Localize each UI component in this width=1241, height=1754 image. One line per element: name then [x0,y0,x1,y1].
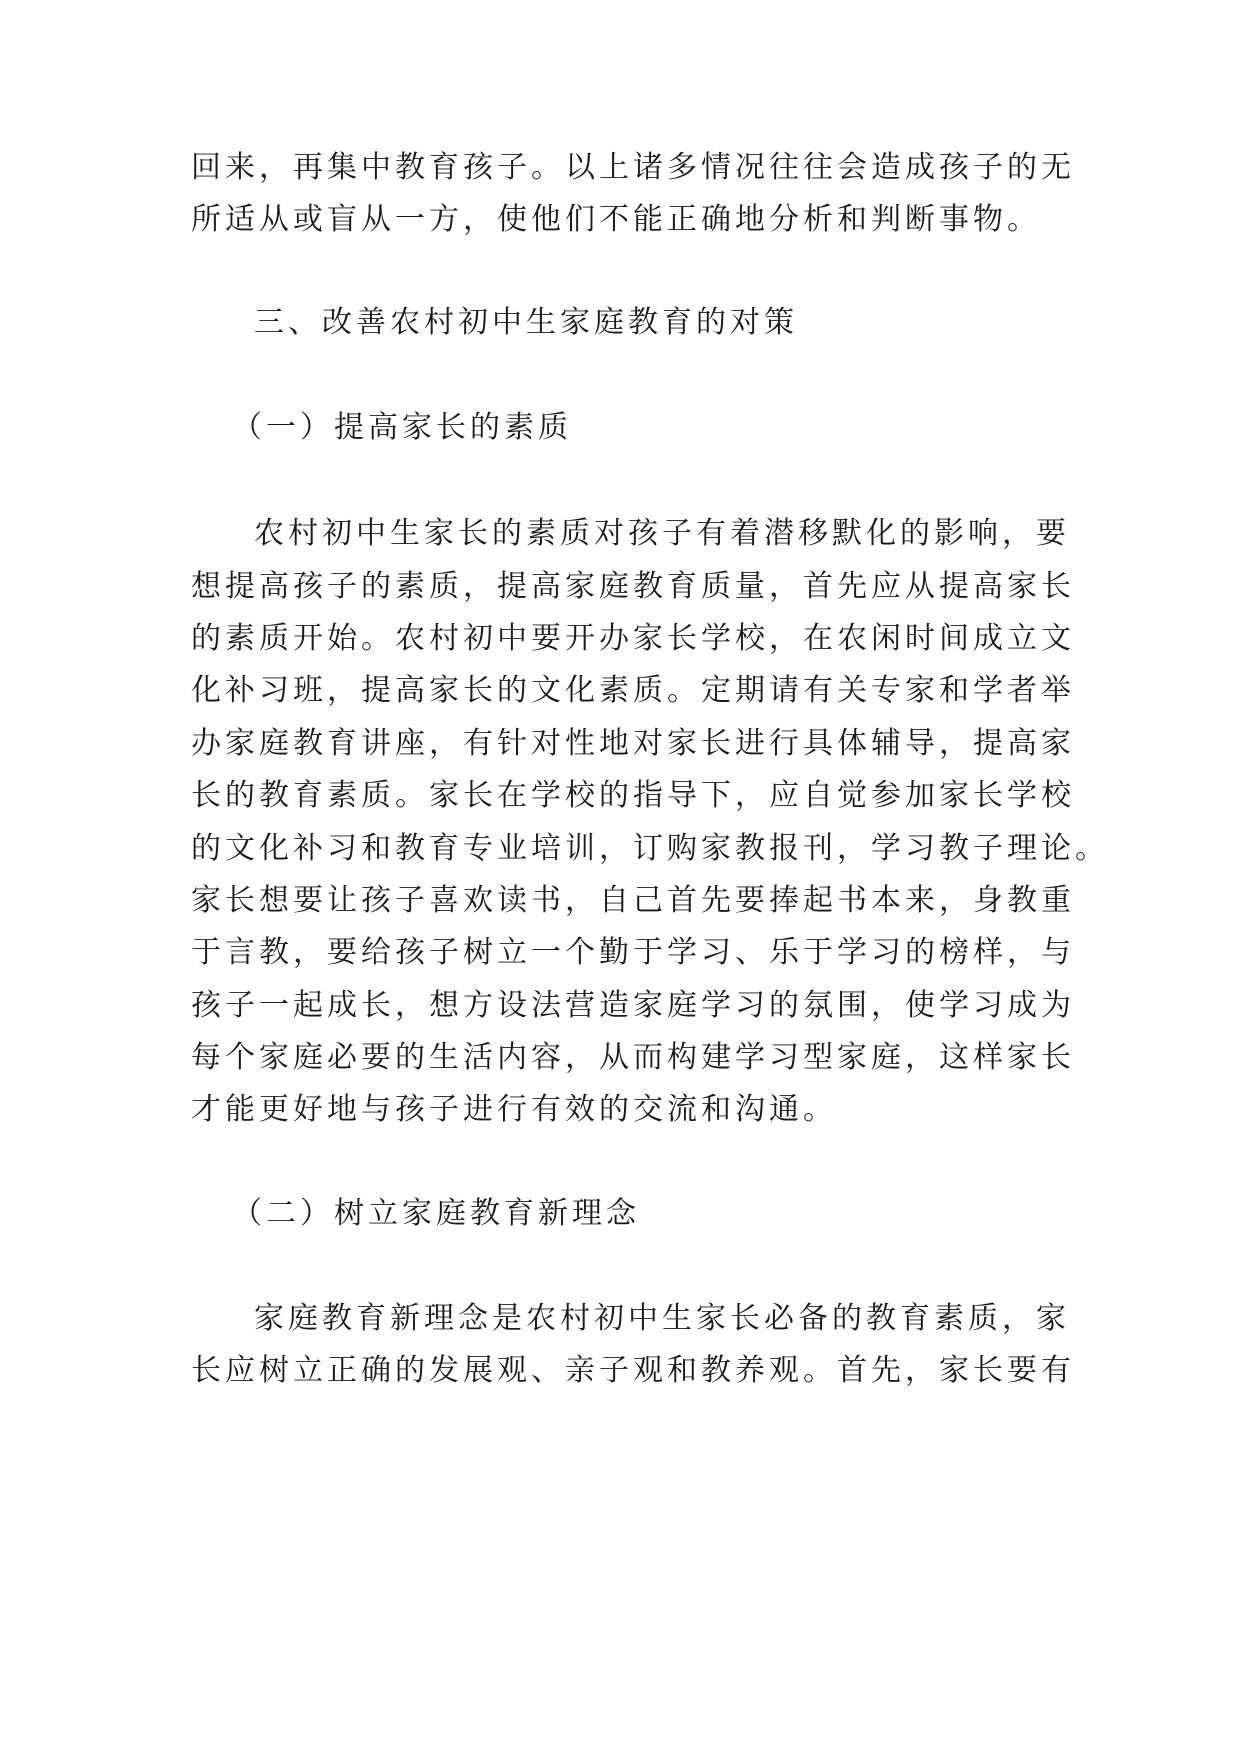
paragraph-1-line-1: 农村初中生家长的素质对孩子有着潜移默化的影响，要 [254,516,1070,551]
paragraph-1-line-11: 每个家庭必要的生活内容，从而构建学习型家庭，这样家长 [191,1040,1075,1075]
paragraph-1-line-4: 化补习班，提高家长的文化素质。定期请有关专家和学者举 [191,673,1075,708]
paragraph-1-line-3: 的素质开始。农村初中要开办家长学校，在农闲时间成立文 [191,621,1075,656]
paragraph-1-line-10: 孩子一起成长，想方设法营造家庭学习的氛围，使学习成为 [191,988,1075,1023]
subheading-1: （一）提高家长的素质 [232,410,572,445]
paragraph-1-line-8: 家长想要让孩子喜欢读书，自己首先要捧起书本来，身教重 [191,883,1075,918]
section-heading: 三、改善农村初中生家庭教育的对策 [254,305,798,340]
paragraph-1-line-2: 想提高孩子的素质，提高家庭教育质量，首先应从提高家长 [191,569,1075,604]
paragraph-1-line-12: 才能更好地与孩子进行有效的交流和沟通。 [191,1092,837,1127]
paragraph-1-line-5: 办家庭教育讲座，有针对性地对家长进行具体辅导，提高家 [191,726,1075,761]
paragraph-2-line-2: 长应树立正确的发展观、亲子观和教养观。首先，家长要有 [191,1353,1075,1388]
paragraph-1-line-7: 的文化补习和教育专业培训，订购家教报刊，学习教子理论。 [191,831,1109,866]
subheading-2: （二）树立家庭教育新理念 [232,1196,640,1231]
intro-line-2: 所适从或盲从一方，使他们不能正确地分析和判断事物。 [191,202,1041,237]
paragraph-2-line-1: 家庭教育新理念是农村初中生家长必备的教育素质，家 [254,1301,1070,1336]
paragraph-1-line-6: 长的教育素质。家长在学校的指导下，应自觉参加家长学校 [191,778,1075,813]
intro-line-1: 回来，再集中教育孩子。以上诸多情况往往会造成孩子的无 [191,150,1075,185]
paragraph-1-line-9: 于言教，要给孩子树立一个勤于学习、乐于学习的榜样，与 [191,935,1075,970]
